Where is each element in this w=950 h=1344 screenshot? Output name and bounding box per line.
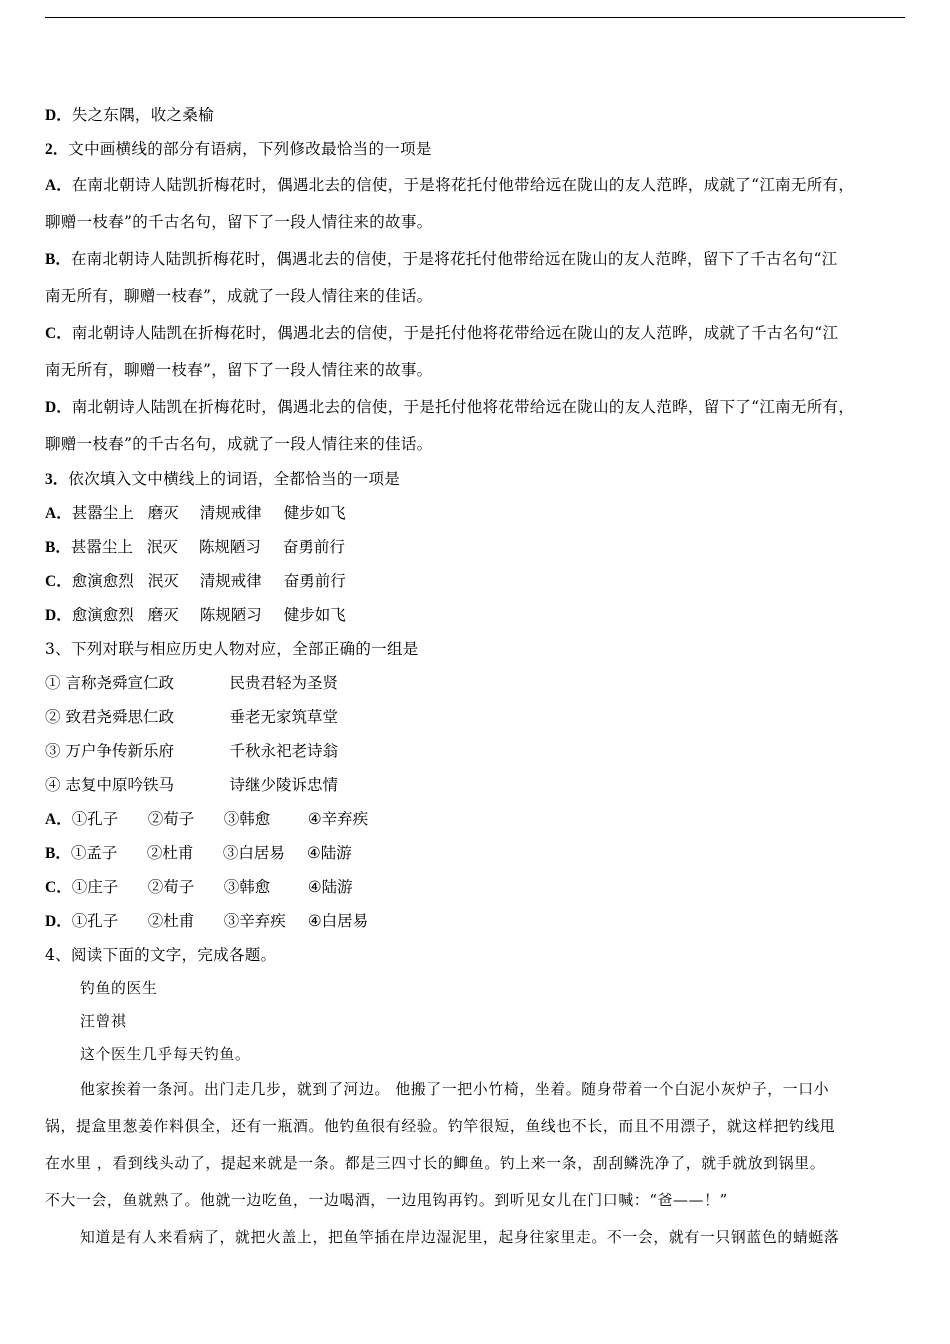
- q3-option-b: B．甚嚣尘上 泯灭 陈规陋习 奋勇前行: [45, 538, 345, 556]
- story-line-5: 不大一会，鱼就熟了。他就一边吃鱼，一边喝酒，一边甩钩再钓。到听见女儿在门口喊：“爸——！”: [45, 1192, 728, 1209]
- story-line-2: 他家挨着一条河。出门走几步，就到了河边。 他搬了一把小竹椅，坐着。随身带着一个白泥小灰炉子，一口小: [80, 1081, 830, 1098]
- q1-option-d: D．失之东隅，收之桑榆: [45, 106, 214, 124]
- q2-option-c-line2: 南无所有，聊赠一枝春”，留下了一段人情往来的故事。: [45, 361, 433, 379]
- q2-option-d-line2: 聊赠一枝春”的千古名句，成就了一段人情往来的佳话。: [45, 435, 433, 453]
- q3b-option-b: B．①孟子 ②杜甫 ③白居易 ④陆游: [45, 844, 352, 862]
- q2-option-d-line1: D．南北朝诗人陆凯在折梅花时，偶遇北去的信使，于是托付他将花带给远在陇山的友人范晔，留下了“江南无所有，: [45, 398, 855, 416]
- story-line-3: 锅，提盒里葱姜作料俱全，还有一瓶酒。他钓鱼很有经验。钓竿很短，鱼线也不长，而且不用漂子，就这样把钓线甩: [45, 1118, 836, 1135]
- q3-option-c: C．愈演愈烈 泯灭 清规戒律 奋勇前行: [45, 572, 346, 590]
- q3b-stem: 3、下列对联与相应历史人物对应，全部正确的一组是: [45, 640, 419, 658]
- q3b-option-c: C．①庄子 ②荀子 ③韩愈 ④陆游: [45, 878, 353, 896]
- story-line-1: 这个医生几乎每天钓鱼。: [80, 1046, 251, 1063]
- q3-option-a: A．甚嚣尘上 磨灭 清规戒律 健步如飞: [45, 504, 346, 522]
- q2-option-c-line1: C．南北朝诗人陆凯在折梅花时，偶遇北去的信使，于是托付他将花带给远在陇山的友人范晔，成就了千古名句“江: [45, 324, 839, 342]
- couplet-3: ③ 万户争传新乐府 千秋永祀老诗翁: [45, 742, 339, 760]
- couplet-2: ② 致君尧舜思仁政 垂老无家筑草堂: [45, 708, 339, 726]
- q3-option-d: D．愈演愈烈 磨灭 陈规陋习 健步如飞: [45, 606, 346, 624]
- couplet-4: ④ 志复中原吟铁马 诗继少陵诉忠情: [45, 776, 339, 794]
- document-page: [45, 98, 907, 1256]
- q2-stem: 2．文中画横线的部分有语病，下列修改最恰当的一项是: [45, 140, 432, 158]
- q2-option-b-line1: B．在南北朝诗人陆凯折梅花时，偶遇北去的信使，于是将花托付他带给远在陇山的友人范晔，留下了千古名句“江: [45, 250, 838, 268]
- story-line-6: 知道是有人来看病了，就把火盖上，把鱼竿插在岸边湿泥里，起身往家里走。不一会，就有一只钢蓝色的蜻蜓落: [80, 1229, 840, 1246]
- story-title: 钓鱼的医生: [80, 980, 158, 997]
- q2-option-a-line2: 聊赠一枝春”的千古名句，留下了一段人情往来的故事。: [45, 213, 433, 231]
- reading-passage: [45, 972, 907, 1256]
- header-rule: [45, 17, 905, 18]
- story-line-4: 在水里 ，看到线头动了，提起来就是一条。都是三四寸长的鲫鱼。钓上来一条，刮刮鳞洗净了，就手就放到锅里。: [45, 1155, 826, 1172]
- couplet-1: ① 言称尧舜宣仁政 民贵君轻为圣贤: [45, 674, 339, 692]
- q3b-option-a: A．①孔子 ②荀子 ③韩愈 ④辛弃疾: [45, 810, 369, 828]
- q2-option-a-line1: A．在南北朝诗人陆凯折梅花时，偶遇北去的信使，于是将花托付他带给远在陇山的友人范晔，成就了“江南无所有，: [45, 176, 855, 194]
- q4-stem: 4、阅读下面的文字，完成各题。: [45, 946, 277, 964]
- q3b-option-d: D．①孔子 ②杜甫 ③辛弃疾 ④白居易: [45, 912, 369, 930]
- q2-option-b-line2: 南无所有，聊赠一枝春”，成就了一段人情往来的佳话。: [45, 287, 433, 305]
- q3-stem: 3．依次填入文中横线上的词语，全都恰当的一项是: [45, 470, 401, 488]
- story-author: 汪曾祺: [80, 1013, 127, 1030]
